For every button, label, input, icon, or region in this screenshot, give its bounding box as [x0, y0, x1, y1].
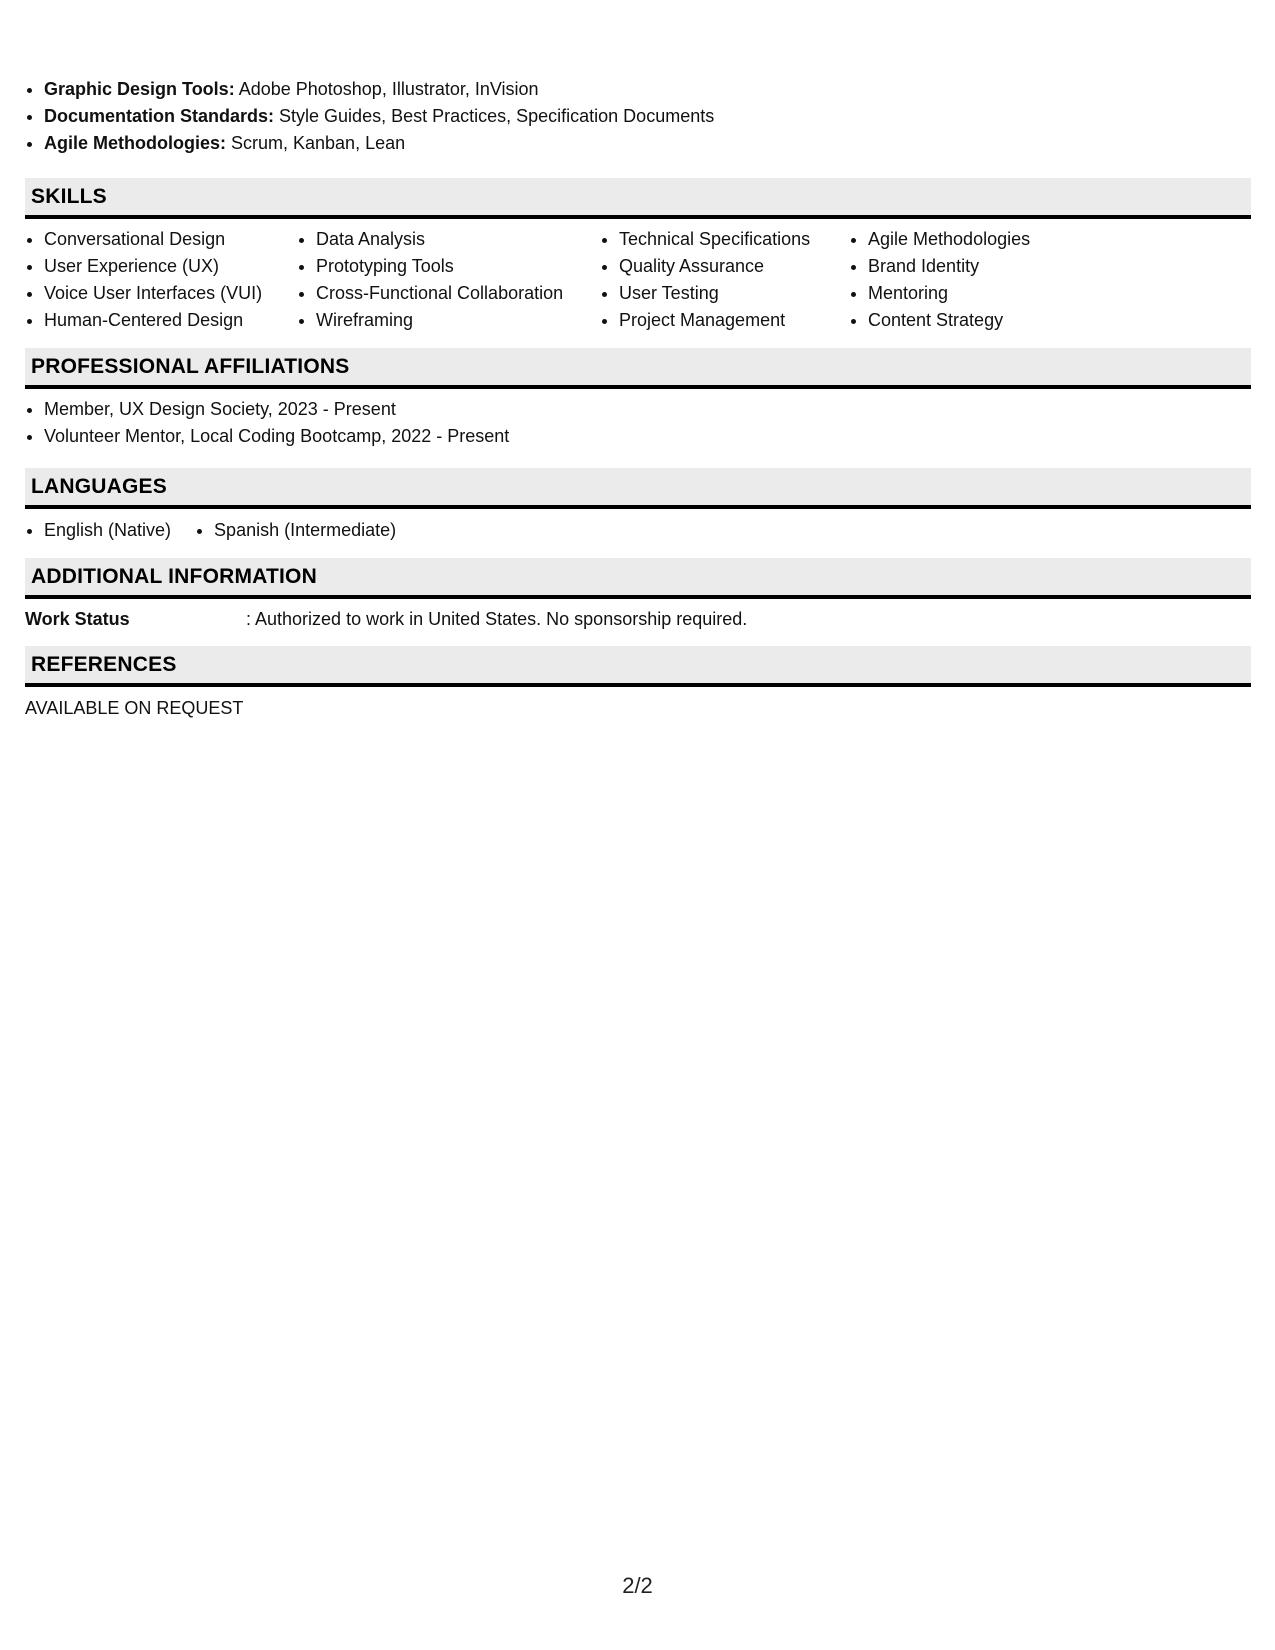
- tool-category-label: Documentation Standards:: [44, 106, 275, 126]
- tool-category-label: Agile Methodologies:: [44, 133, 226, 153]
- page-number: 2/2: [622, 1573, 653, 1598]
- tool-category-value: Adobe Photoshop, Illustrator, InVision: [234, 79, 539, 99]
- language-item: Spanish (Intermediate): [195, 517, 396, 544]
- work-status-value: : Authorized to work in United States. No sponsorship required.: [246, 609, 748, 629]
- tool-category-label: Graphic Design Tools:: [44, 79, 235, 99]
- list-item: [25, 76, 1251, 103]
- skill-item: Voice User Interfaces (VUI): [25, 280, 297, 307]
- languages-list: [25, 517, 1251, 544]
- skills-column: [297, 226, 600, 334]
- skill-item: Technical Specifications: [600, 226, 849, 253]
- skill-item: Wireframing: [297, 307, 600, 334]
- skill-item: Agile Methodologies: [849, 226, 1109, 253]
- skills-column: [600, 226, 849, 334]
- work-status-row: [25, 608, 1251, 630]
- list-item: [25, 103, 1251, 130]
- references-text: AVAILABLE ON REQUEST: [25, 698, 244, 718]
- list-item: [25, 130, 1251, 157]
- skill-item: Project Management: [600, 307, 849, 334]
- languages-heading: LANGUAGES: [25, 468, 1251, 509]
- skill-item: Content Strategy: [849, 307, 1109, 334]
- skills-column: [25, 226, 297, 334]
- tool-category-value: Scrum, Kanban, Lean: [226, 133, 406, 153]
- work-status-label: Work Status: [25, 609, 130, 629]
- language-item: English (Native): [25, 517, 171, 544]
- additional-info-heading: ADDITIONAL INFORMATION: [25, 558, 1251, 599]
- tool-category-value: Style Guides, Best Practices, Specification Documents: [274, 106, 715, 126]
- skill-item: Quality Assurance: [600, 253, 849, 280]
- skill-item: Conversational Design: [25, 226, 297, 253]
- skill-item: Brand Identity: [849, 253, 1109, 280]
- skill-item: Data Analysis: [297, 226, 600, 253]
- skill-item: Human-Centered Design: [25, 307, 297, 334]
- skills-column: [849, 226, 1109, 334]
- affiliation-item: Member, UX Design Society, 2023 - Present: [25, 396, 1251, 423]
- affiliations-list: [25, 396, 1251, 450]
- skill-item: User Testing: [600, 280, 849, 307]
- skill-item: Prototyping Tools: [297, 253, 600, 280]
- skills-grid: [25, 226, 1251, 334]
- skill-item: Cross-Functional Collaboration: [297, 280, 600, 307]
- affiliations-heading: PROFESSIONAL AFFILIATIONS: [25, 348, 1251, 389]
- references-heading: REFERENCES: [25, 646, 1251, 687]
- resume-page-2: [25, 76, 1251, 719]
- skills-heading: SKILLS: [25, 178, 1251, 219]
- tools-list: [25, 76, 1251, 157]
- skill-item: User Experience (UX): [25, 253, 297, 280]
- affiliation-item: Volunteer Mentor, Local Coding Bootcamp, 2022 - Present: [25, 423, 1251, 450]
- skill-item: Mentoring: [849, 280, 1109, 307]
